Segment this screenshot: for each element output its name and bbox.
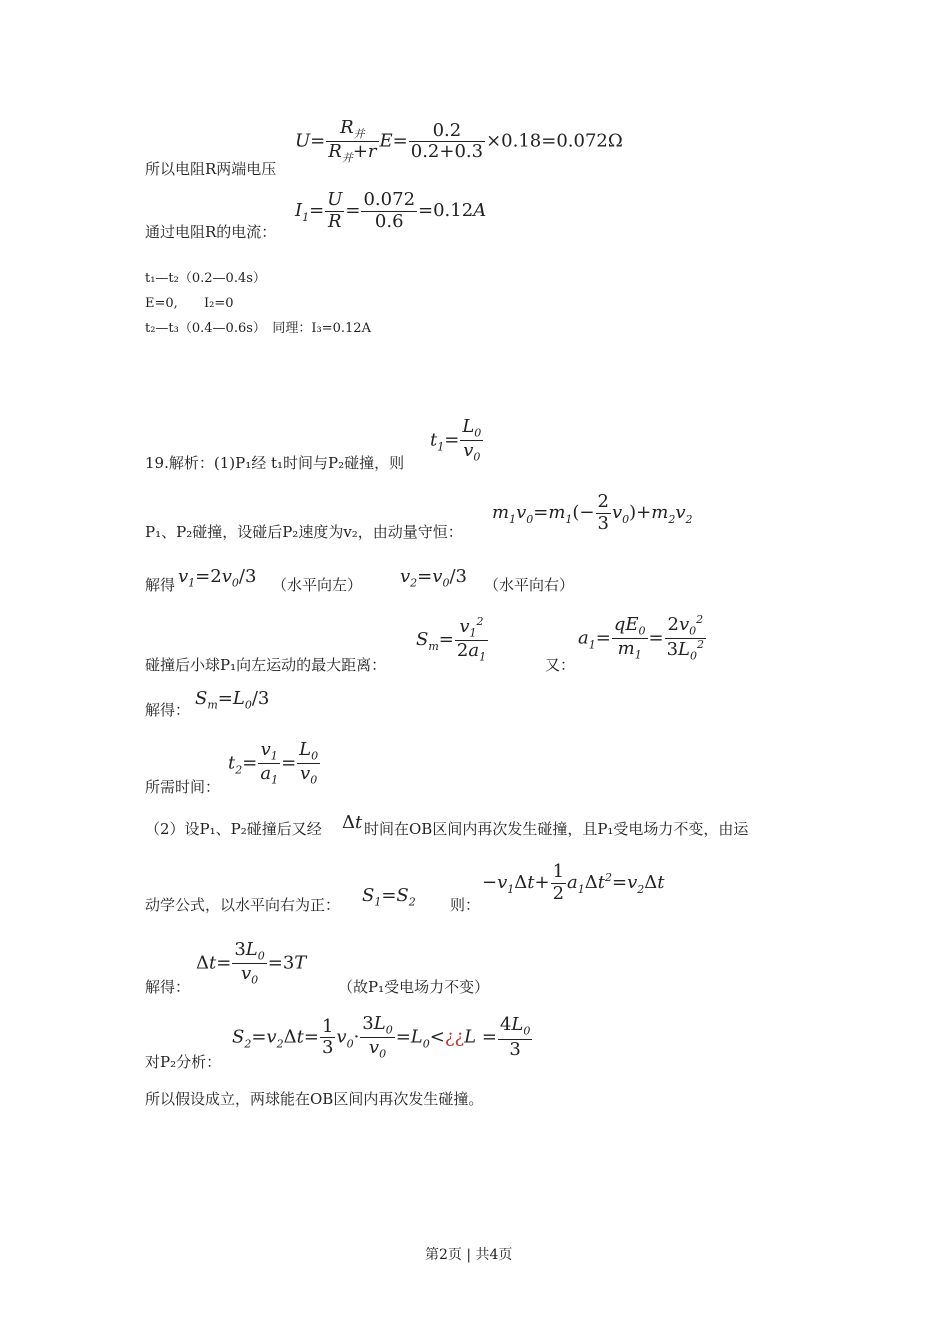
equation-s2: $S_2=v_2\Delta t=$ $\frac{1}{3}$ $v_0\cdot$ $\frac{3L_0}{v_0}$ $=L_0<¿¿L$ = $\frac{4L_0}{3}$ xyxy=(232,1013,531,1061)
text-i2-zero: I₂=0 xyxy=(204,296,234,311)
text-momentum-label: P₁、P₂碰撞，设碰后P₂速度为v₂，由动量守恒： xyxy=(145,523,463,541)
text-interval-1: t₁—t₂（0.2—0.4s） xyxy=(145,271,266,286)
equation-kinematics: $-v_1\Delta t+$ $\frac{1}{2}$ $a_1\Delta t^2=v_2\Delta t$ xyxy=(482,861,665,904)
equation-v2: $v_2=v_0/3$ xyxy=(400,566,467,590)
equation-sm: $S_m=$ $\frac{v_1^2}{2a_1}$ xyxy=(416,615,487,664)
text-force-unchanged: （故P₁受电场力不变） xyxy=(338,978,490,996)
text-interval-2: t₂—t₃（0.4—0.6s） 同理：I₃=0.12A xyxy=(145,321,371,336)
equation-v1: $v_1=2v_0/3$ xyxy=(178,566,257,590)
text-kinematics-label: 动学公式，以水平向右为正： xyxy=(145,896,341,914)
text-current-label: 通过电阻R的电流： xyxy=(145,223,277,241)
equation-delta-t: Δt xyxy=(342,812,363,833)
page-footer: 第2页 | 共4页 xyxy=(425,1247,513,1263)
text-direction-left: （水平向左） xyxy=(272,576,363,594)
text-part2-intro: （2）设P₁、P₂碰撞后又经 xyxy=(145,820,322,838)
text-part2-rest: 时间在OB区间内再次发生碰撞，且P₁受电场力不变，由运 xyxy=(364,820,749,838)
equation-sm-result: $S_m=L_0/3$ xyxy=(195,688,270,712)
text-solve-v: 解得 xyxy=(145,576,176,594)
equation-delta-t-result: Δt= $\frac{3L_0}{v_0}$ =3T xyxy=(196,939,307,987)
text-p2-analysis: 对P₂分析： xyxy=(145,1053,222,1071)
equation-t1: $t_1=$ $\frac{L_0}{v_0}$ xyxy=(430,416,482,464)
equation-current: $I_1=$ $\frac{U}{R}$ = $\frac{0.072}{0.6}$ =0.12A xyxy=(295,189,487,232)
text-then: 则： xyxy=(450,896,481,914)
equation-voltage: U= $\frac{R_并}{R_并+r}$ E= $\frac{0.2}{0.2+0.3}$ ×0.18=0.072Ω xyxy=(295,117,623,165)
text-e-zero: E=0, xyxy=(145,296,178,311)
equation-t2: $t_2=$ $\frac{v_1}{a_1}$ = $\frac{L_0}{v_0}$ xyxy=(228,739,319,787)
text-conclusion: 所以假设成立，两球能在OB区间内再次发生碰撞。 xyxy=(145,1090,484,1108)
text-direction-right: （水平向右） xyxy=(484,576,575,594)
text-max-distance-label: 碰撞后小球P₁向左运动的最大距离： xyxy=(145,656,387,674)
text-solve-sm: 解得： xyxy=(145,701,191,719)
equation-s1-s2: $S_1=S_2$ xyxy=(362,885,416,909)
equation-a1: $a_1=$ $\frac{qE_0}{m_1}$ = $\frac{2v_0^2}{3L_0^2}$ xyxy=(578,613,704,663)
text-voltage-label: 所以电阻R两端电压 xyxy=(145,160,277,178)
text-also: 又： xyxy=(545,656,576,674)
text-problem-19: 19.解析：(1)P₁经 t₁时间与P₂碰撞，则 xyxy=(145,454,405,472)
equation-momentum: $m_1v_0=m_1(-$ $\frac{2}{3}$ $v_0)+m_2v_2$ xyxy=(492,491,693,534)
text-time-needed: 所需时间： xyxy=(145,778,221,796)
text-solve-delta-t: 解得： xyxy=(145,978,191,996)
